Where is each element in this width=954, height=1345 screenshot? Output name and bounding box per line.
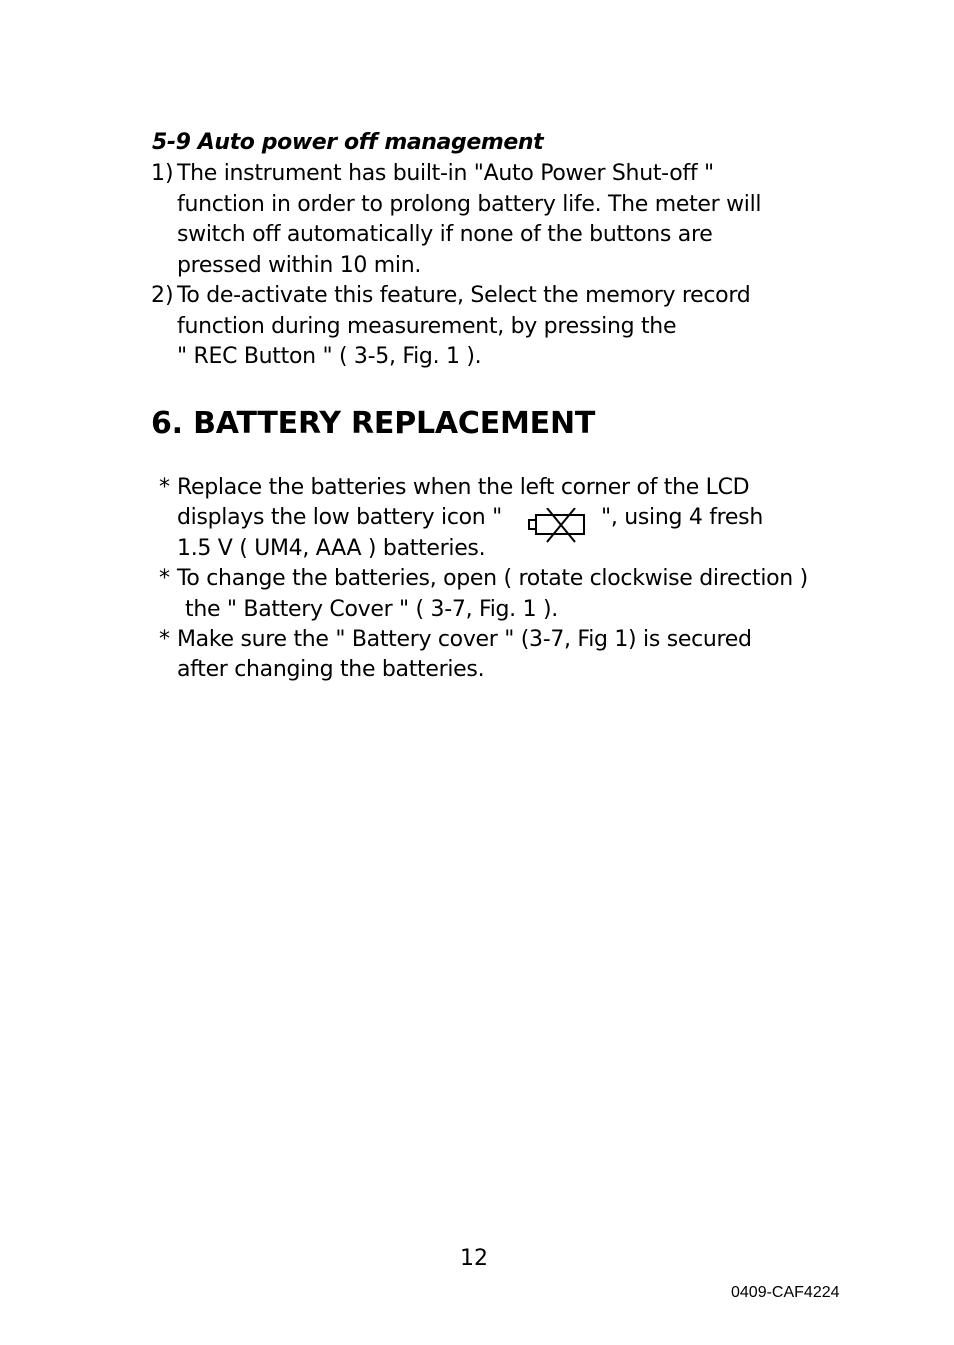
section-5-9-title: 5-9 Auto power off management: [152, 130, 544, 155]
bullet-3-marker: *: [159, 627, 170, 652]
item-1-line-1: The instrument has built-in "Auto Power Shut-off ": [177, 161, 714, 186]
bullet-1-line-3: 1.5 V ( UM4, AAA ) batteries.: [177, 536, 486, 561]
bullet-1-marker: *: [159, 475, 170, 500]
bullet-2-line-1: To change the batteries, open ( rotate clockwise direction ): [177, 566, 808, 591]
bullet-3-line-2: after changing the batteries.: [177, 657, 485, 682]
bullet-2-marker: *: [159, 566, 170, 591]
document-code: 0409-CAF4224: [731, 1284, 840, 1301]
bullet-1-line-2a: displays the low battery icon ": [177, 505, 502, 530]
item-1-line-4: pressed within 10 min.: [177, 253, 422, 278]
item-1-line-2: function in order to prolong battery life. The meter will: [177, 192, 762, 217]
page-number: 12: [460, 1246, 488, 1271]
item-1-line-3: switch off automatically if none of the buttons are: [177, 222, 713, 247]
item-2-line-3: " REC Button " ( 3-5, Fig. 1 ).: [177, 344, 482, 369]
bullet-1-line-1: Replace the batteries when the left corner of the LCD: [177, 475, 750, 500]
bullet-1-line-2b: ", using 4 fresh: [601, 505, 763, 530]
bullet-3-line-1: Make sure the " Battery cover " (3-7, Fig 1) is secured: [177, 627, 752, 652]
item-2-line-1: To de-activate this feature, Select the memory record: [177, 283, 751, 308]
low-battery-icon: [527, 508, 587, 544]
item-1-marker: 1): [151, 161, 174, 186]
item-2-line-2: function during measurement, by pressing the: [177, 314, 677, 339]
item-2-marker: 2): [151, 283, 174, 308]
bullet-2-line-2: the " Battery Cover " ( 3-7, Fig. 1 ).: [185, 597, 558, 622]
section-6-title: 6. BATTERY REPLACEMENT: [151, 406, 596, 441]
